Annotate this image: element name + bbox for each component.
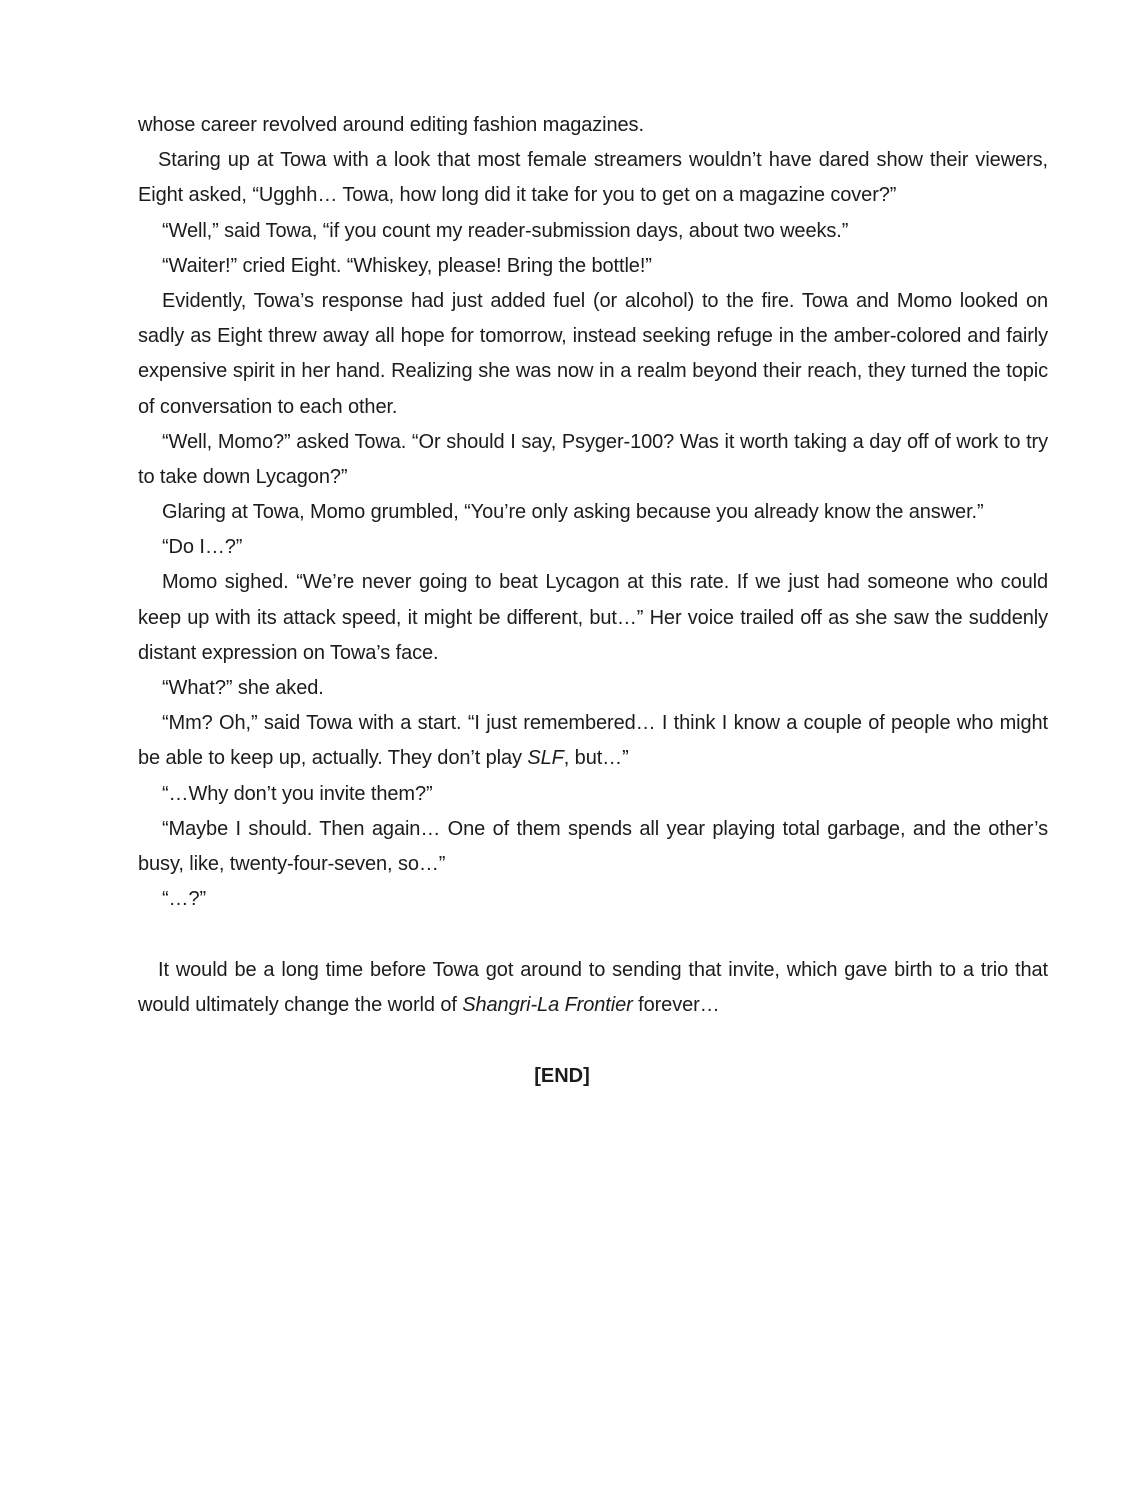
paragraph-line: to take down Lycagon?” — [138, 465, 348, 488]
paragraph-line: keep up with its attack speed, it might be different, but…” Her voice trailed off as she saw the suddenly — [138, 606, 1048, 629]
text-segment: be able to keep up, actually. They don’t play — [138, 747, 528, 770]
paragraph-line: “What?” she aked. — [162, 677, 324, 699]
paragraph-line: expensive spirit in her hand. Realizing she was now in a realm beyond their reach, they turned the topic — [138, 360, 1048, 383]
paragraph-line — [138, 741, 1048, 776]
text-segment: would ultimately change the world of — [138, 993, 463, 1016]
end-marker: [END] — [534, 1065, 590, 1087]
paragraph-line: Glaring at Towa, Momo grumbled, “You’re only asking because you already know the answer.” — [162, 501, 984, 524]
paragraph-line: It would be a long time before Towa got around to sending that invite, which gave birth to a trio that — [158, 958, 1048, 981]
paragraph-line: Evidently, Towa’s response had just added fuel (or alcohol) to the fire. Towa and Momo looked on — [162, 289, 1048, 312]
text-segment: forever… — [632, 993, 720, 1016]
paragraph-line — [138, 988, 1048, 1023]
paragraph-line: whose career revolved around editing fashion magazines. — [138, 114, 644, 136]
document-body — [138, 108, 1048, 1023]
paragraph-line: Momo sighed. “We’re never going to beat Lycagon at this rate. If we just had someone who could — [162, 571, 1048, 594]
paragraph-line: distant expression on Towa’s face. — [138, 641, 439, 664]
paragraph-line: busy, like, twenty-four-seven, so…” — [138, 852, 446, 875]
game-title-abbrev: SLF — [527, 747, 564, 770]
paragraph-line: sadly as Eight threw away all hope for tomorrow, instead seeking refuge in the amber-colored and fairly — [138, 325, 1048, 348]
paragraph-line: “…Why don’t you invite them?” — [162, 782, 433, 805]
paragraph-line: “Maybe I should. Then again… One of them spends all year playing total garbage, and the other’s — [162, 817, 1048, 840]
paragraph-line: Eight asked, “Ugghh… Towa, how long did it take for you to get on a magazine cover?” — [138, 184, 897, 207]
paragraph-line: “Do I…?” — [162, 536, 243, 559]
paragraph-line: “Mm? Oh,” said Towa with a start. “I just remembered… I think I know a couple of people who might — [162, 712, 1048, 735]
paragraph-line: “Well,” said Towa, “if you count my reader-submission days, about two weeks.” — [162, 219, 849, 242]
paragraph-line: of conversation to each other. — [138, 395, 398, 418]
paragraph-line: “Well, Momo?” asked Towa. “Or should I say, Psyger-100? Was it worth taking a day off of work to try — [162, 430, 1048, 453]
game-title: Shangri-La Frontier — [462, 993, 633, 1016]
paragraph-line: “…?” — [162, 888, 207, 911]
section-break — [138, 917, 1048, 952]
text-segment: , but…” — [563, 747, 629, 770]
paragraph-line: “Waiter!” cried Eight. “Whiskey, please! Bring the bottle!” — [162, 254, 652, 277]
paragraph-line: Staring up at Towa with a look that most female streamers wouldn’t have dared show their viewers, — [158, 149, 1048, 172]
